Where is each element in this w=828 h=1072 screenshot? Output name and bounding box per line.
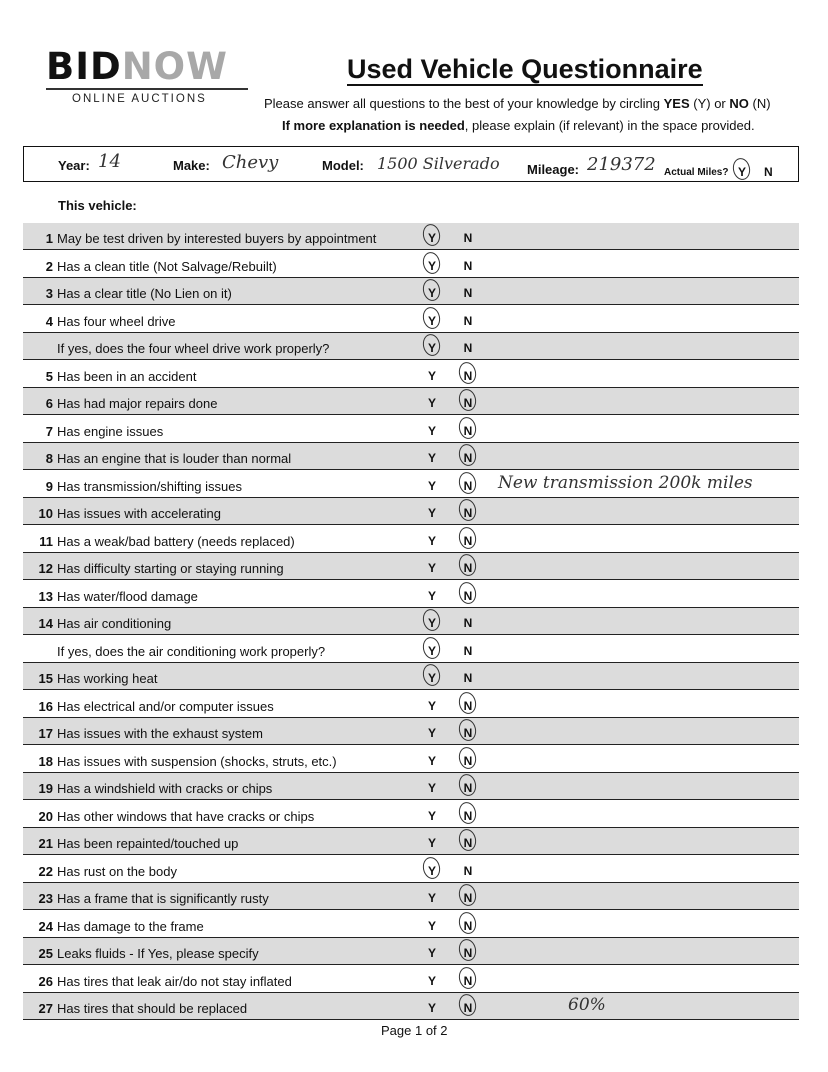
no-option[interactable]: N bbox=[463, 973, 473, 988]
question-number: 10 bbox=[38, 506, 53, 521]
question-text: If yes, does the air conditioning work properly? bbox=[57, 643, 326, 659]
instr-rest: , please explain (if relevant) in the space provided. bbox=[464, 118, 755, 133]
answer-circle bbox=[421, 662, 442, 687]
yes-option[interactable]: Y bbox=[427, 918, 436, 933]
question-number: 1 bbox=[45, 231, 53, 246]
question-text: Has a windshield with cracks or chips bbox=[57, 781, 273, 796]
question-row bbox=[23, 608, 799, 635]
yes-option[interactable]: Y bbox=[427, 478, 436, 493]
no-option[interactable]: N bbox=[463, 671, 473, 685]
no-option[interactable]: N bbox=[463, 478, 473, 493]
question-row bbox=[23, 746, 799, 773]
answer-circle bbox=[457, 415, 478, 440]
question-row bbox=[23, 388, 799, 415]
question-row bbox=[23, 663, 799, 690]
no-option[interactable]: N bbox=[463, 533, 473, 548]
question-number: 16 bbox=[38, 698, 53, 714]
yes-option[interactable]: Y bbox=[427, 561, 436, 575]
answer-circle bbox=[457, 387, 478, 412]
question-row bbox=[23, 993, 799, 1020]
question-text: Has a frame that is significantly rusty bbox=[57, 891, 269, 906]
instructions-line-1 bbox=[264, 96, 771, 111]
question-row bbox=[23, 278, 799, 305]
question-row bbox=[23, 553, 799, 580]
question-row bbox=[23, 333, 799, 360]
question-number: 26 bbox=[38, 973, 53, 989]
yes-option[interactable]: Y bbox=[427, 588, 436, 603]
question-row bbox=[23, 856, 799, 883]
question-row bbox=[23, 498, 799, 525]
mileage-value[interactable]: 219372 bbox=[587, 154, 656, 175]
no-option[interactable]: N bbox=[463, 946, 473, 960]
question-number: 6 bbox=[45, 396, 53, 411]
question-text: Has a clean title (Not Salvage/Rebuilt) bbox=[57, 258, 277, 274]
question-text: Has a weak/bad battery (needs replaced) bbox=[57, 533, 295, 549]
yes-option[interactable]: Y bbox=[427, 313, 436, 328]
yes-option[interactable]: Y bbox=[427, 671, 436, 685]
question-number: 2 bbox=[45, 258, 53, 274]
question-row bbox=[23, 801, 799, 828]
yes-option[interactable]: Y bbox=[427, 726, 436, 740]
question-number: 25 bbox=[38, 946, 53, 961]
answer-circle bbox=[457, 827, 478, 852]
no-option[interactable]: N bbox=[463, 643, 473, 658]
question-row bbox=[23, 883, 799, 910]
question-text: Has other windows that have cracks or chips bbox=[57, 808, 315, 824]
logo-rule bbox=[46, 88, 248, 90]
no-option[interactable]: N bbox=[463, 1001, 473, 1015]
mileage-label: Mileage: bbox=[527, 162, 580, 177]
question-text: Has issues with the exhaust system bbox=[57, 726, 263, 741]
question-row bbox=[23, 471, 799, 498]
logo-now: NOW bbox=[121, 45, 228, 88]
answer-circle bbox=[457, 470, 478, 495]
question-text: If yes, does the four wheel drive work properly? bbox=[57, 341, 330, 356]
question-row bbox=[23, 966, 799, 993]
question-text: May be test driven by interested buyers by appointment bbox=[57, 231, 377, 246]
answer-circle bbox=[457, 800, 478, 825]
instr-yes: YES bbox=[663, 96, 690, 111]
no-option[interactable]: N bbox=[463, 918, 473, 933]
question-text: Has been repainted/touched up bbox=[57, 836, 239, 851]
question-text: Has transmission/shifting issues bbox=[57, 478, 242, 494]
no-option[interactable]: N bbox=[463, 506, 473, 520]
answer-circle bbox=[457, 910, 478, 935]
handwritten-note[interactable]: 60% bbox=[568, 995, 606, 1015]
no-option[interactable]: N bbox=[463, 258, 473, 273]
question-number: 21 bbox=[38, 836, 53, 851]
question-number: 22 bbox=[38, 863, 53, 879]
model-value[interactable]: 1500 Silverado bbox=[377, 154, 500, 173]
question-number: 27 bbox=[38, 1001, 53, 1016]
logo-bid: BID bbox=[46, 45, 122, 88]
instr-text: Please answer all questions to the best of your knowledge by circling bbox=[264, 96, 660, 111]
question-text: Has difficulty starting or staying running bbox=[57, 561, 284, 576]
page-footer: Page 1 of 2 bbox=[381, 1023, 448, 1038]
answer-circle bbox=[457, 772, 478, 797]
no-option[interactable]: N bbox=[463, 231, 473, 245]
answer-circle bbox=[457, 965, 478, 990]
yes-option[interactable]: Y bbox=[427, 533, 436, 548]
yes-option[interactable]: Y bbox=[427, 451, 436, 465]
no-option[interactable]: N bbox=[463, 836, 473, 850]
actual-miles-y[interactable]: Y bbox=[738, 165, 747, 179]
yes-option[interactable]: Y bbox=[427, 643, 436, 658]
make-value[interactable]: Chevy bbox=[222, 152, 279, 173]
question-row bbox=[23, 416, 799, 443]
answer-circle bbox=[457, 580, 478, 605]
questions-intro: This vehicle: bbox=[58, 198, 137, 213]
question-row bbox=[23, 581, 799, 608]
question-number: 19 bbox=[38, 781, 53, 796]
answer-circle bbox=[421, 855, 442, 880]
answer-circle bbox=[421, 250, 442, 275]
no-option[interactable]: N bbox=[463, 753, 473, 768]
question-number: 7 bbox=[45, 423, 53, 439]
answer-circle bbox=[457, 882, 478, 907]
yes-option[interactable]: Y bbox=[427, 616, 436, 630]
no-option[interactable]: N bbox=[463, 368, 473, 383]
no-option[interactable]: N bbox=[463, 698, 473, 713]
actual-miles-label: Actual Miles? bbox=[664, 167, 729, 178]
year-label: Year: bbox=[58, 158, 90, 173]
model-label: Model: bbox=[322, 158, 364, 173]
question-number: 24 bbox=[38, 918, 53, 934]
instr-bold: If more explanation is needed bbox=[282, 118, 465, 133]
yes-option[interactable]: Y bbox=[427, 231, 436, 245]
question-number: 11 bbox=[39, 533, 53, 549]
no-option[interactable]: N bbox=[463, 451, 473, 465]
question-text: Has been in an accident bbox=[57, 368, 197, 384]
question-row bbox=[23, 251, 799, 278]
yes-option[interactable]: Y bbox=[427, 946, 436, 960]
question-number: 12 bbox=[38, 561, 53, 576]
no-option[interactable]: N bbox=[463, 286, 473, 300]
question-text: Has four wheel drive bbox=[57, 313, 176, 329]
question-text: Has tires that should be replaced bbox=[57, 1001, 248, 1016]
question-text: Has had major repairs done bbox=[57, 396, 218, 411]
bidnow-logo bbox=[46, 45, 248, 105]
handwritten-note[interactable]: New transmission 200k miles bbox=[498, 472, 753, 493]
yes-option[interactable]: Y bbox=[427, 973, 436, 988]
question-text: Has engine issues bbox=[57, 423, 164, 439]
year-value[interactable]: 14 bbox=[98, 151, 121, 172]
answer-circle bbox=[457, 360, 478, 385]
question-row bbox=[23, 718, 799, 745]
answer-circle bbox=[457, 525, 478, 550]
no-option[interactable]: N bbox=[463, 396, 473, 410]
question-text: Has water/flood damage bbox=[57, 588, 198, 604]
answer-circle bbox=[421, 332, 442, 357]
question-number: 8 bbox=[45, 451, 53, 466]
yes-option[interactable]: Y bbox=[427, 891, 436, 905]
question-number: 17 bbox=[38, 726, 53, 741]
question-row bbox=[23, 773, 799, 800]
question-row bbox=[23, 443, 799, 470]
question-number: 9 bbox=[45, 478, 53, 494]
question-text: Has rust on the body bbox=[57, 863, 177, 879]
question-text: Has issues with accelerating bbox=[57, 506, 222, 521]
question-row bbox=[23, 938, 799, 965]
actual-miles-n[interactable]: N bbox=[764, 165, 773, 179]
answer-circle bbox=[457, 745, 478, 770]
instr-y: (Y) or bbox=[689, 96, 730, 111]
answer-circle bbox=[457, 937, 478, 962]
yes-option[interactable]: Y bbox=[427, 781, 436, 795]
no-option[interactable]: N bbox=[463, 313, 473, 328]
answer-circle bbox=[421, 607, 442, 632]
question-number: 13 bbox=[38, 588, 53, 604]
answer-circle bbox=[421, 222, 442, 247]
question-text: Has electrical and/or computer issues bbox=[57, 698, 274, 714]
answer-circle bbox=[457, 690, 478, 715]
question-number: 14 bbox=[38, 616, 53, 631]
yes-option[interactable]: Y bbox=[427, 341, 436, 355]
question-row bbox=[23, 691, 799, 718]
question-row bbox=[23, 911, 799, 938]
question-number: 20 bbox=[38, 808, 53, 824]
answer-circle bbox=[457, 992, 478, 1017]
question-number: 5 bbox=[45, 368, 53, 384]
instr-no: NO bbox=[729, 96, 749, 111]
no-option[interactable]: N bbox=[463, 588, 473, 603]
question-row bbox=[23, 306, 799, 333]
answer-circle bbox=[421, 305, 442, 330]
page-title: Used Vehicle Questionnaire bbox=[347, 55, 703, 86]
answer-circle bbox=[457, 552, 478, 577]
make-label: Make: bbox=[173, 158, 210, 173]
yes-option[interactable]: Y bbox=[427, 698, 436, 713]
answer-circle bbox=[457, 497, 478, 522]
question-number: 3 bbox=[45, 286, 53, 301]
instructions-line-2 bbox=[282, 118, 755, 133]
question-number: 15 bbox=[38, 671, 53, 686]
yes-option[interactable]: Y bbox=[427, 423, 436, 438]
yes-option[interactable]: Y bbox=[427, 836, 436, 850]
question-number: 4 bbox=[45, 313, 53, 329]
yes-option[interactable]: Y bbox=[427, 808, 436, 823]
question-row bbox=[23, 636, 799, 663]
yes-option[interactable]: Y bbox=[427, 286, 436, 300]
answer-circle bbox=[457, 442, 478, 467]
question-text: Has an engine that is louder than normal bbox=[57, 451, 292, 466]
question-row bbox=[23, 361, 799, 388]
yes-option[interactable]: Y bbox=[427, 368, 436, 383]
answer-circle bbox=[421, 635, 442, 660]
question-row bbox=[23, 526, 799, 553]
no-option[interactable]: N bbox=[463, 616, 473, 630]
yes-option[interactable]: Y bbox=[427, 258, 436, 273]
no-option[interactable]: N bbox=[463, 808, 473, 823]
question-number: 23 bbox=[38, 891, 53, 906]
no-option[interactable]: N bbox=[463, 561, 473, 575]
answer-circle bbox=[457, 717, 478, 742]
question-text: Has air conditioning bbox=[57, 616, 172, 631]
question-text: Leaks fluids - If Yes, please specify bbox=[57, 946, 259, 961]
logo-subtitle: ONLINE AUCTIONS bbox=[72, 93, 207, 105]
question-number: 18 bbox=[38, 753, 53, 769]
question-text: Has tires that leak air/do not stay inflated bbox=[57, 973, 292, 989]
yes-option[interactable]: Y bbox=[427, 1001, 436, 1015]
yes-option[interactable]: Y bbox=[427, 863, 436, 878]
question-text: Has a clear title (No Lien on it) bbox=[57, 286, 232, 301]
yes-option[interactable]: Y bbox=[427, 753, 436, 768]
no-option[interactable]: N bbox=[463, 341, 473, 355]
question-row bbox=[23, 828, 799, 855]
no-option[interactable]: N bbox=[463, 863, 473, 878]
question-text: Has damage to the frame bbox=[57, 918, 204, 934]
no-option[interactable]: N bbox=[463, 891, 473, 905]
yes-option[interactable]: Y bbox=[427, 396, 436, 410]
question-text: Has working heat bbox=[57, 671, 158, 686]
no-option[interactable]: N bbox=[463, 423, 473, 438]
instr-n: (N) bbox=[748, 96, 771, 111]
no-option[interactable]: N bbox=[463, 781, 473, 795]
yes-option[interactable]: Y bbox=[427, 506, 436, 520]
no-option[interactable]: N bbox=[463, 726, 473, 740]
question-text: Has issues with suspension (shocks, struts, etc.) bbox=[57, 753, 337, 769]
question-row bbox=[23, 223, 799, 250]
answer-circle bbox=[421, 277, 442, 302]
